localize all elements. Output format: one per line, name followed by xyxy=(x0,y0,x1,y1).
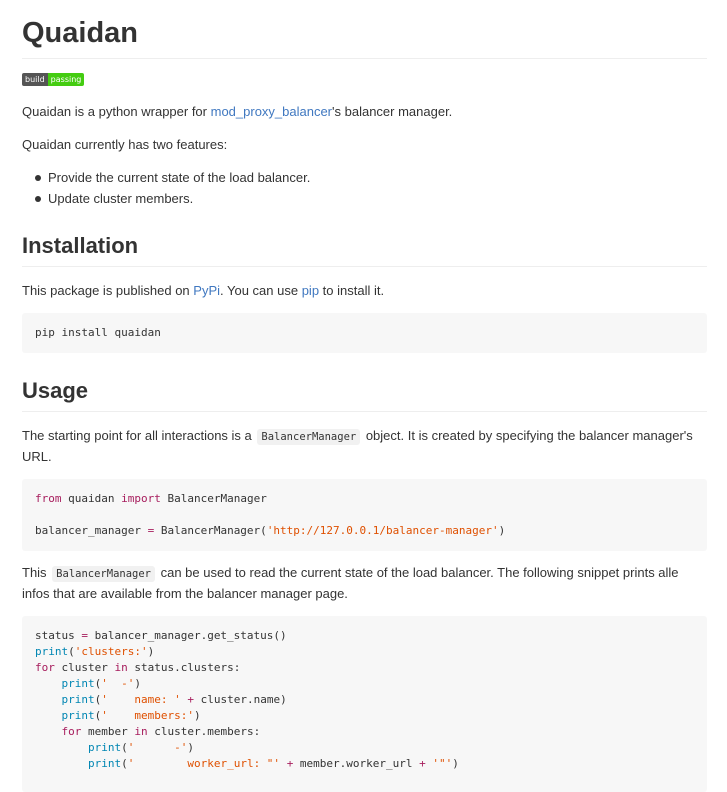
code-text xyxy=(35,709,62,722)
list-item: Update cluster members. xyxy=(48,189,707,210)
code-operator: = xyxy=(81,629,88,642)
code-text xyxy=(35,757,88,770)
intro-paragraph xyxy=(22,102,707,122)
code-text xyxy=(35,725,62,738)
code-builtin: print xyxy=(61,677,95,690)
code-keyword: import xyxy=(121,492,161,505)
code-keyword: for xyxy=(61,725,82,738)
code-keyword: from xyxy=(35,492,62,505)
code-text: member.worker_url xyxy=(293,757,420,770)
code-line xyxy=(35,741,194,754)
code-text: member xyxy=(81,725,135,738)
code-line xyxy=(35,645,154,658)
code-string: '"' xyxy=(432,757,453,770)
installation-paragraph xyxy=(22,281,707,301)
code-text: BalancerManager( xyxy=(154,524,267,537)
code-text: cluster xyxy=(54,661,115,674)
code-line xyxy=(35,629,287,642)
code-string: 'clusters:' xyxy=(74,645,148,658)
code-text: quaidan xyxy=(61,492,122,505)
usage-heading: Usage xyxy=(22,377,707,412)
usage-paragraph-1 xyxy=(22,426,707,467)
mod-proxy-balancer-link[interactable]: mod_proxy_balancer xyxy=(210,104,333,119)
code-line xyxy=(35,661,240,674)
code-builtin: print xyxy=(61,693,95,706)
intro-suffix: 's balancer manager. xyxy=(332,104,453,119)
code-text xyxy=(35,693,62,706)
code-operator: = xyxy=(147,524,155,537)
code-operator: + xyxy=(187,693,194,706)
code-string: ' worker_url: "' xyxy=(127,757,281,770)
code-line xyxy=(35,725,260,738)
usage-p1-prefix: The starting point for all interactions is a xyxy=(22,428,256,443)
code-operator: + xyxy=(419,757,426,770)
installation-text-middle: . You can use xyxy=(220,283,302,298)
code-line xyxy=(35,757,459,770)
usage-p2-prefix: This xyxy=(22,565,51,580)
features-list xyxy=(22,168,707,210)
install-code-block xyxy=(22,313,707,353)
intro-prefix: Quaidan is a python wrapper for xyxy=(22,104,211,119)
installation-text-suffix: to install it. xyxy=(319,283,385,298)
code-text xyxy=(35,677,62,690)
page-title: Quaidan xyxy=(22,0,707,59)
usage-p2-suffix: can be used to read the current state of the load balancer. The following snippet prints alle infos that are available from the balancer manager page. xyxy=(22,565,679,601)
pypi-link[interactable]: PyPi xyxy=(193,283,221,298)
code-text: balancer_manager xyxy=(35,524,148,537)
code-text xyxy=(280,757,287,770)
code-builtin: print xyxy=(61,709,95,722)
code-line xyxy=(35,693,287,706)
install-command: pip install quaidan xyxy=(35,326,161,339)
code-text: ( xyxy=(94,693,102,706)
code-text: ( xyxy=(94,677,102,690)
code-text: status xyxy=(35,629,82,642)
code-text: ( xyxy=(121,757,128,770)
code-operator: + xyxy=(286,757,294,770)
code-text: cluster.members: xyxy=(147,725,261,738)
code-text: ) xyxy=(134,677,141,690)
features-intro: Quaidan currently has two features: xyxy=(22,137,228,152)
code-text: ) xyxy=(498,524,506,537)
create-manager-code-block xyxy=(22,479,707,551)
code-string: ' name: ' xyxy=(101,693,181,706)
code-text: ( xyxy=(121,741,128,754)
code-builtin: print xyxy=(87,757,122,770)
code-text: status.clusters: xyxy=(127,661,241,674)
pip-link[interactable]: pip xyxy=(301,283,320,298)
code-string: 'http://127.0.0.1/balancer-manager' xyxy=(266,524,499,537)
usage-p1-suffix: object. It is created by specifying the balancer manager's URL. xyxy=(22,428,693,464)
code-text: ) xyxy=(193,709,201,722)
code-text: ( xyxy=(68,645,75,658)
code-string: ' -' xyxy=(127,741,188,754)
code-keyword: in xyxy=(114,661,128,674)
inline-code-balancer-manager: BalancerManager xyxy=(257,429,360,445)
get-status-code-block xyxy=(22,616,707,792)
code-line xyxy=(35,677,141,690)
list-item: Provide the current state of the load balancer. xyxy=(48,168,707,189)
inline-code-balancer-manager: BalancerManager xyxy=(52,566,155,582)
badge-status: passing xyxy=(48,73,85,86)
code-keyword: for xyxy=(35,661,55,674)
code-text: cluster.name) xyxy=(193,693,287,706)
installation-text-prefix: This package is published on xyxy=(22,283,194,298)
code-text: balancer_manager.get_status() xyxy=(87,629,287,642)
installation-heading: Installation xyxy=(22,232,707,267)
usage-paragraph-2 xyxy=(22,563,707,604)
code-text: ) xyxy=(452,757,459,770)
badge-label: build xyxy=(22,73,48,86)
code-text xyxy=(35,741,88,754)
code-text: BalancerManager xyxy=(160,492,267,505)
code-builtin: print xyxy=(87,741,122,754)
code-string: ' members:' xyxy=(101,709,194,722)
code-keyword: in xyxy=(134,725,148,738)
build-status-badge[interactable] xyxy=(22,73,84,86)
code-text: ) xyxy=(147,645,155,658)
code-text: ( xyxy=(94,709,102,722)
code-builtin: print xyxy=(35,645,69,658)
code-text: ) xyxy=(187,741,194,754)
code-line xyxy=(35,709,201,722)
code-string: ' -' xyxy=(101,677,135,690)
